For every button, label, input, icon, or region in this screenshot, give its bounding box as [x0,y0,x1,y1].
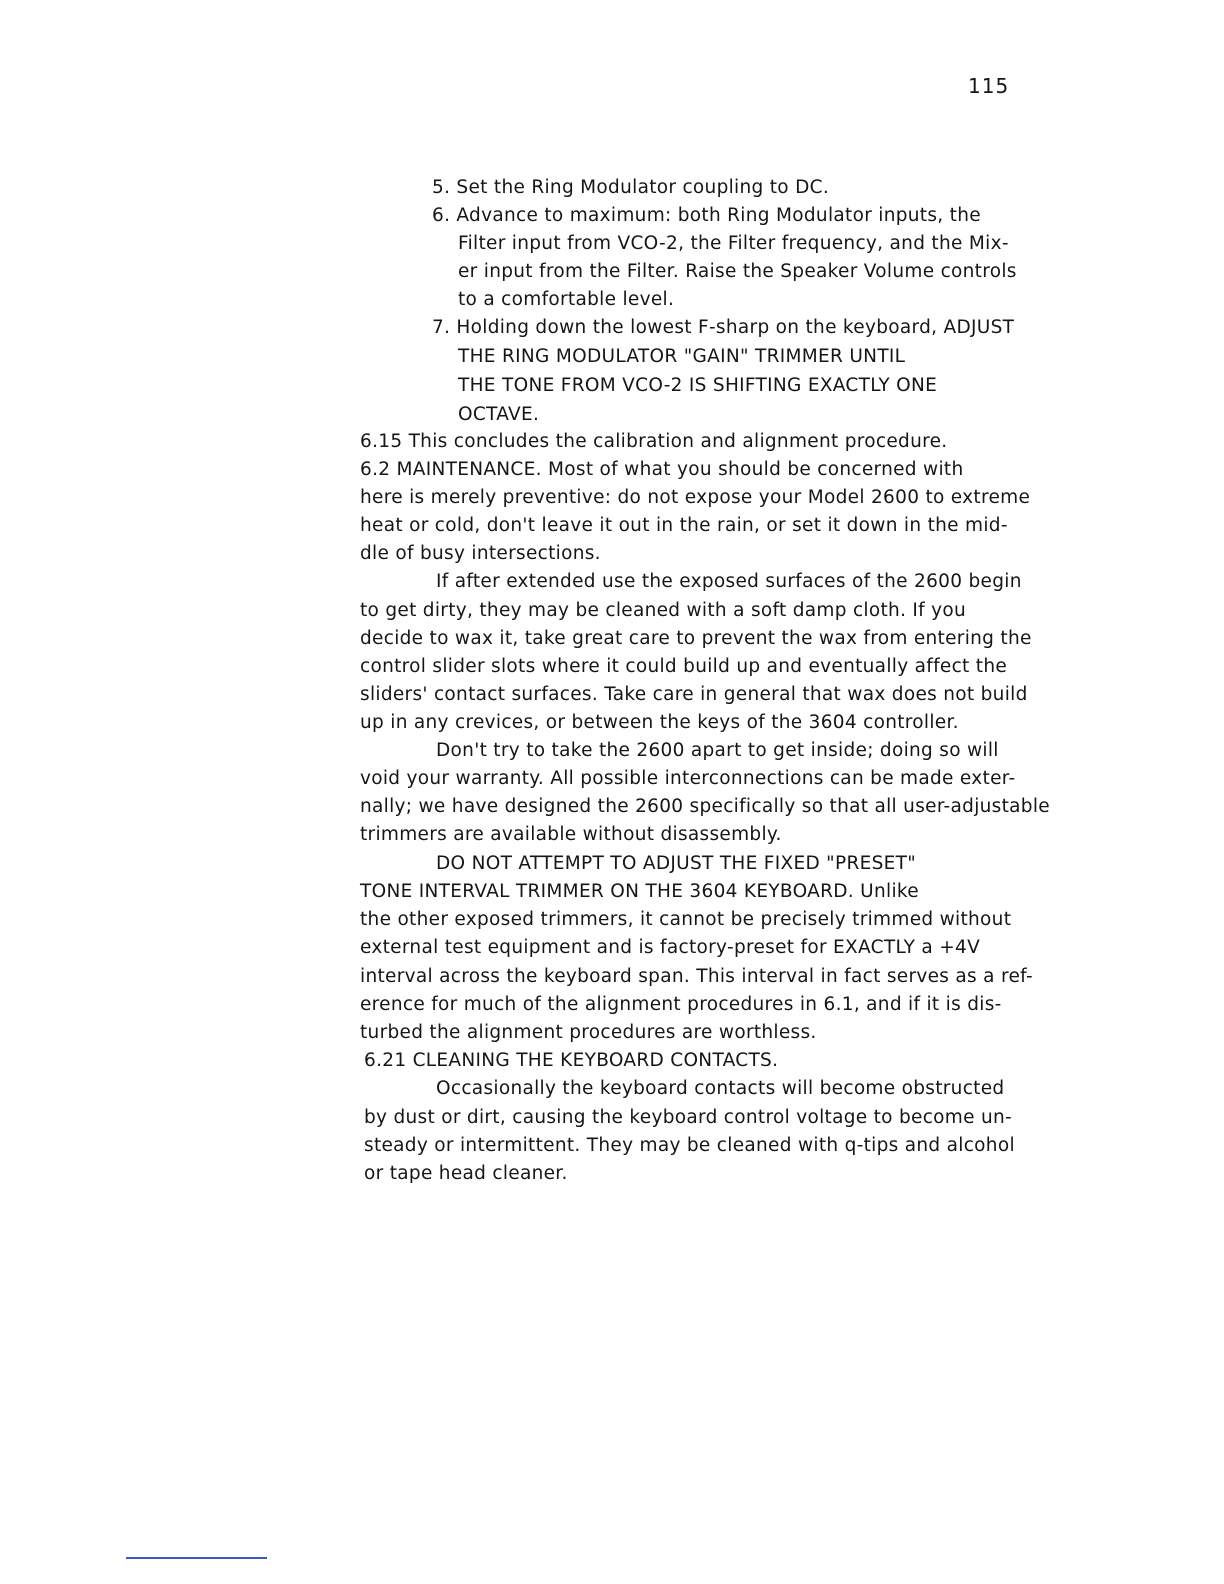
warranty-line: void your warranty. All possible interconnections can be made exter- [360,768,1016,789]
preset-line: interval across the keyboard span. This interval in fact serves as a ref- [360,966,1033,987]
step-6-line: to a comfortable level. [458,289,675,310]
maintenance-line: heat or cold, don't leave it out in the rain, or set it down in the mid- [360,515,1008,536]
maintenance-line: here is merely preventive: do not expose your Model 2600 to extreme [360,487,1031,508]
contacts-line: steady or intermittent. They may be cleaned with q-tips and alcohol [364,1135,1015,1156]
section-6-21-heading: 6.21 CLEANING THE KEYBOARD CONTACTS. [364,1050,779,1071]
warranty-line: nally; we have designed the 2600 specifically so that all user-adjustable [360,796,1050,817]
preset-line: external test equipment and is factory-preset for EXACTLY a +4V [360,937,981,958]
warranty-line: trimmers are available without disassembly. [360,824,782,845]
contacts-line: Occasionally the keyboard contacts will become obstructed [436,1078,1005,1099]
cleaning-line: to get dirty, they may be cleaned with a soft damp cloth. If you [360,600,967,621]
cleaning-line: control slider slots where it could build up and eventually affect the [360,656,1008,677]
section-6-15: 6.15 This concludes the calibration and alignment procedure. [360,431,948,452]
preset-line: erence for much of the alignment procedures in 6.1, and if it is dis- [360,994,1002,1015]
preset-line: the other exposed trimmers, it cannot be precisely trimmed without [360,909,1012,930]
contacts-line: by dust or dirt, causing the keyboard control voltage to become un- [364,1107,1012,1128]
step-7-line: 7. Holding down the lowest F-sharp on the keyboard, ADJUST [432,317,1015,338]
contacts-line: or tape head cleaner. [364,1163,568,1184]
preset-line: turbed the alignment procedures are worthless. [360,1022,817,1043]
warranty-line: Don't try to take the 2600 apart to get inside; doing so will [436,740,999,761]
cleaning-line: sliders' contact surfaces. Take care in general that wax does not build [360,684,1028,705]
maintenance-line: dle of busy intersections. [360,543,601,564]
step-7-line: OCTAVE. [458,404,540,425]
maintenance-line: 6.2 MAINTENANCE. Most of what you should be concerned with [360,459,964,480]
cleaning-line: If after extended use the exposed surfaces of the 2600 begin [436,571,1022,592]
preset-line: DO NOT ATTEMPT TO ADJUST THE FIXED "PRESET" [436,853,917,874]
step-7-line: THE TONE FROM VCO-2 IS SHIFTING EXACTLY ONE [458,375,938,396]
step-7-line: THE RING MODULATOR "GAIN" TRIMMER UNTIL [458,346,906,367]
cleaning-line: up in any crevices, or between the keys of the 3604 controller. [360,712,959,733]
cleaning-line: decide to wax it, take great care to prevent the wax from entering the [360,628,1032,649]
step-6-line: 6. Advance to maximum: both Ring Modulator inputs, the [432,205,981,226]
step-6-line: er input from the Filter. Raise the Speaker Volume controls [458,261,1017,282]
step-5-line: 5. Set the Ring Modulator coupling to DC. [432,177,830,198]
footnote-rule [126,1557,267,1559]
preset-line: TONE INTERVAL TRIMMER ON THE 3604 KEYBOARD. Unlike [360,881,919,902]
step-6-line: Filter input from VCO-2, the Filter frequency, and the Mix- [458,233,1009,254]
page-number: 115 [968,74,1010,98]
